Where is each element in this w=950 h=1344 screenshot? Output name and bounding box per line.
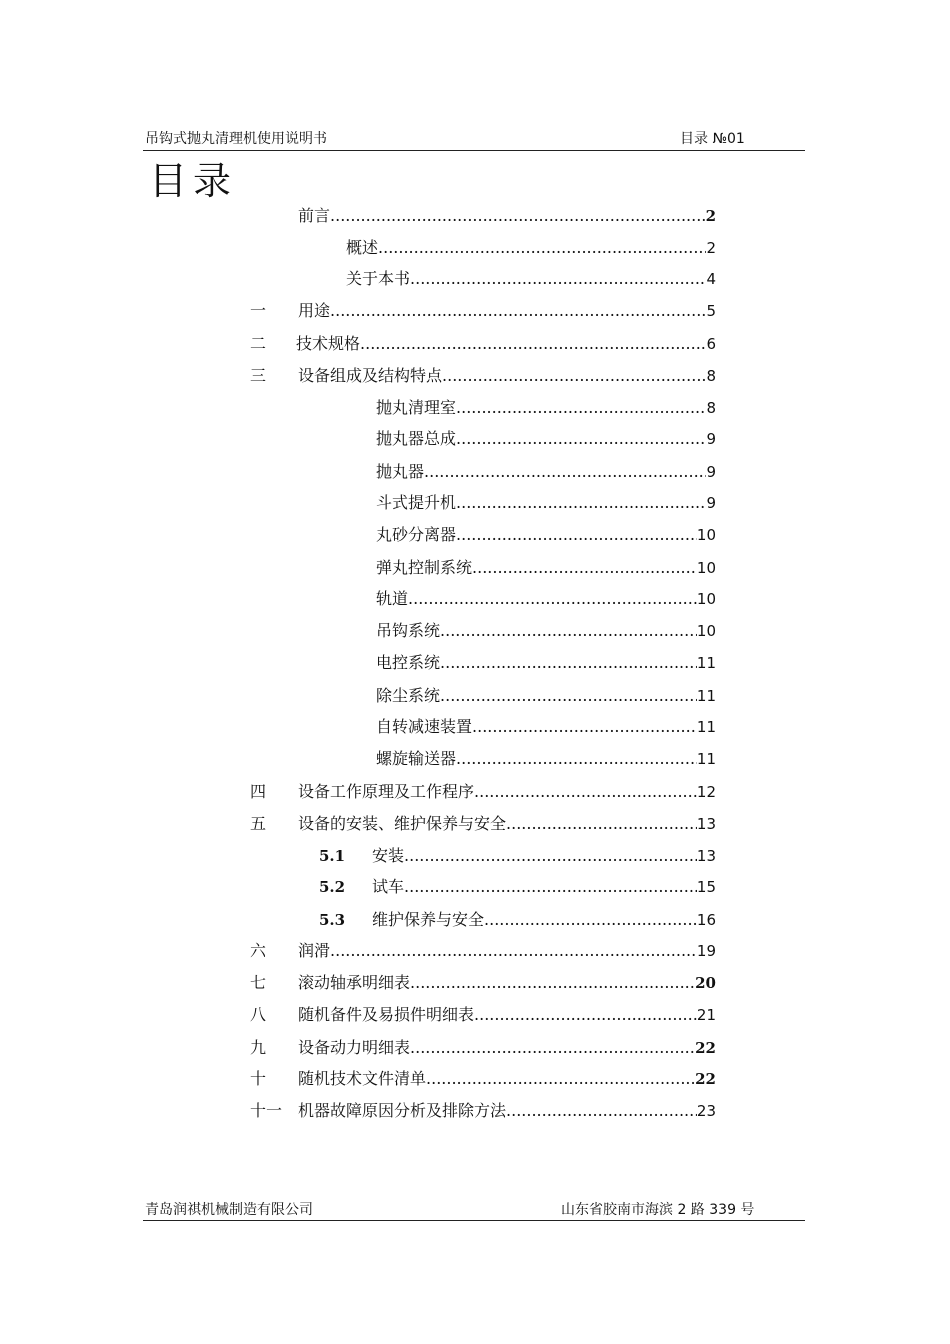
toc-entry (296, 333, 716, 355)
toc-row[interactable] (0, 685, 950, 707)
toc-label: 电控系统 (376, 653, 441, 672)
toc-page-number: 20 (695, 974, 716, 992)
toc-label: 设备动力明细表 (298, 1038, 411, 1057)
toc-page-number: 10 (696, 559, 716, 577)
toc-number: 5.1 (319, 847, 346, 865)
toc-entry (376, 588, 716, 610)
toc-row[interactable] (0, 524, 950, 546)
toc-page-number: 6 (706, 335, 716, 353)
toc-entry (376, 716, 716, 738)
toc-leader-dots (472, 557, 697, 579)
toc-leader-dots (456, 748, 697, 770)
toc-row[interactable] (0, 557, 950, 579)
toc-entry (372, 909, 716, 931)
toc-number: 5.3 (319, 911, 346, 929)
toc-leader-dots (440, 652, 697, 674)
toc-row[interactable] (0, 588, 950, 610)
toc-label: 随机技术文件清单 (298, 1069, 427, 1088)
toc-label: 试车 (372, 877, 405, 896)
toc-page-number: 2 (706, 239, 716, 257)
toc-label: 设备工作原理及工作程序 (298, 782, 475, 801)
toc-row[interactable] (0, 333, 950, 355)
toc-row[interactable] (0, 397, 950, 419)
toc-entry (346, 268, 716, 290)
toc-row[interactable] (0, 845, 950, 867)
toc-page-number: 21 (696, 1006, 716, 1024)
toc-page-number: 13 (696, 847, 716, 865)
toc-page-number: 4 (706, 270, 716, 288)
footer-address: 山东省胶南市海滨 2 路 339 号 (561, 1202, 755, 1218)
toc-leader-dots (408, 588, 697, 610)
toc-label: 自转减速装置 (376, 717, 473, 736)
toc-entry (298, 1100, 716, 1122)
toc-entry (298, 781, 716, 803)
toc-label: 滚动轴承明细表 (298, 973, 411, 992)
toc-entry (376, 524, 716, 546)
toc-row[interactable] (0, 716, 950, 738)
toc-leader-dots (456, 524, 697, 546)
toc-leader-dots (506, 1100, 697, 1122)
toc-entry (376, 652, 716, 674)
toc-row[interactable] (0, 909, 950, 931)
toc-label: 设备的安装、维护保养与安全 (298, 814, 507, 833)
toc-leader-dots (404, 845, 697, 867)
toc-label: 用途 (298, 301, 331, 320)
toc-page-number: 5 (706, 302, 716, 320)
toc-leader-dots (440, 620, 697, 642)
toc-leader-dots (424, 461, 706, 483)
toc-page-number: 8 (706, 367, 716, 385)
toc-entry (298, 1004, 716, 1026)
toc-row[interactable] (0, 237, 950, 259)
toc-page-number: 10 (696, 590, 716, 608)
header-page-ref: 目录 №01 (680, 131, 745, 147)
toc-entry (376, 685, 716, 707)
page-footer (143, 1198, 805, 1221)
toc-entry (298, 365, 716, 387)
toc-label: 设备组成及结构特点 (298, 366, 443, 385)
toc-label: 机器故障原因分析及排除方法 (298, 1101, 507, 1120)
toc-page-number: 9 (706, 463, 716, 481)
toc-leader-dots (330, 300, 706, 322)
toc-number: 四 (250, 782, 267, 801)
toc-row[interactable] (0, 205, 950, 227)
toc-leader-dots (404, 876, 697, 898)
toc-label: 技术规格 (296, 334, 361, 353)
toc-entry (376, 557, 716, 579)
toc-leader-dots (456, 428, 706, 450)
toc-page-number: 22 (695, 1039, 716, 1057)
toc-entry (376, 428, 716, 450)
toc-leader-dots (440, 685, 697, 707)
toc-label: 除尘系统 (376, 686, 441, 705)
toc-row[interactable] (0, 972, 950, 994)
toc-row[interactable] (0, 492, 950, 514)
toc-page-number: 10 (696, 622, 716, 640)
toc-leader-dots (426, 1068, 695, 1090)
toc-leader-dots (410, 972, 695, 994)
toc-leader-dots (330, 205, 706, 227)
page-title: 目录 (149, 159, 238, 203)
toc-label: 随机备件及易损件明细表 (298, 1005, 475, 1024)
toc-number: 六 (250, 941, 267, 960)
toc-page-number: 15 (696, 878, 716, 896)
toc-page-number: 11 (696, 718, 716, 736)
toc-row[interactable] (0, 461, 950, 483)
toc-entry (298, 205, 716, 227)
toc-entry (298, 1037, 716, 1059)
toc-row[interactable] (0, 1037, 950, 1059)
toc-row[interactable] (0, 781, 950, 803)
toc-number: 5.2 (319, 878, 346, 896)
toc-page-number: 22 (695, 1070, 716, 1088)
toc-entry (372, 845, 716, 867)
toc-row[interactable] (0, 876, 950, 898)
toc-entry (376, 461, 716, 483)
toc-page-number: 9 (706, 430, 716, 448)
toc-page-number: 8 (706, 399, 716, 417)
toc-row[interactable] (0, 620, 950, 642)
toc-row[interactable] (0, 365, 950, 387)
toc-row[interactable] (0, 813, 950, 835)
toc-leader-dots (484, 909, 697, 931)
toc-leader-dots (410, 1037, 695, 1059)
toc-row[interactable] (0, 1100, 950, 1122)
toc-label: 安装 (372, 846, 405, 865)
toc-row[interactable] (0, 940, 950, 962)
toc-number: 七 (250, 973, 267, 992)
header-doc-title: 吊钩式抛丸清理机使用说明书 (145, 131, 327, 147)
toc-number: 八 (250, 1005, 267, 1024)
toc-page-number: 10 (696, 526, 716, 544)
toc-entry (376, 620, 716, 642)
footer-company: 青岛润祺机械制造有限公司 (145, 1202, 313, 1218)
toc-label: 维护保养与安全 (372, 910, 485, 929)
toc-entry (372, 876, 716, 898)
toc-row[interactable] (0, 1004, 950, 1026)
toc-label: 润滑 (298, 941, 331, 960)
toc-row[interactable] (0, 300, 950, 322)
toc-page-number: 2 (705, 207, 716, 225)
toc-label: 概述 (346, 238, 379, 257)
toc-leader-dots (360, 333, 706, 355)
toc-label: 弹丸控制系统 (376, 558, 473, 577)
toc-label: 关于本书 (346, 269, 411, 288)
toc-page-number: 16 (696, 911, 716, 929)
toc-leader-dots (442, 365, 706, 387)
toc-entry (376, 748, 716, 770)
toc-number: 十一 (250, 1101, 283, 1120)
toc-entry (298, 1068, 716, 1090)
toc-leader-dots (378, 237, 706, 259)
toc-leader-dots (410, 268, 706, 290)
toc-entry (346, 237, 716, 259)
toc-entry (298, 940, 716, 962)
toc-label: 轨道 (376, 589, 409, 608)
toc-page-number: 11 (696, 687, 716, 705)
toc-leader-dots (330, 940, 697, 962)
toc-entry (298, 300, 716, 322)
toc-page-number: 23 (696, 1102, 716, 1120)
toc-label: 螺旋输送器 (376, 749, 457, 768)
toc-entry (376, 397, 716, 419)
toc-entry (298, 972, 716, 994)
toc-number: 三 (250, 366, 267, 385)
toc-entry (376, 492, 716, 514)
toc-label: 吊钩系统 (376, 621, 441, 640)
toc-row[interactable] (0, 1068, 950, 1090)
toc-page-number: 13 (696, 815, 716, 833)
toc-number: 十 (250, 1069, 267, 1088)
toc-leader-dots (456, 492, 706, 514)
toc-label: 抛丸清理室 (376, 398, 457, 417)
toc-label: 前言 (298, 206, 331, 225)
toc-row[interactable] (0, 428, 950, 450)
toc-leader-dots (472, 716, 697, 738)
toc-page-number: 9 (706, 494, 716, 512)
toc-number: 五 (250, 814, 267, 833)
toc-page-number: 11 (696, 654, 716, 672)
toc-page-number: 19 (696, 942, 716, 960)
toc-page-number: 11 (696, 750, 716, 768)
toc-row[interactable] (0, 748, 950, 770)
toc-number: 一 (250, 301, 267, 320)
toc-leader-dots (474, 781, 697, 803)
toc-label: 抛丸器总成 (376, 429, 457, 448)
toc-leader-dots (456, 397, 706, 419)
toc-row[interactable] (0, 652, 950, 674)
toc-leader-dots (474, 1004, 697, 1026)
toc-leader-dots (506, 813, 697, 835)
toc-number: 九 (250, 1038, 267, 1057)
toc-page-number: 12 (696, 783, 716, 801)
toc-label: 丸砂分离器 (376, 525, 457, 544)
toc-entry (298, 813, 716, 835)
toc-number: 二 (250, 334, 267, 353)
toc-label: 斗式提升机 (376, 493, 457, 512)
toc-label: 抛丸器 (376, 462, 425, 481)
toc-row[interactable] (0, 268, 950, 290)
